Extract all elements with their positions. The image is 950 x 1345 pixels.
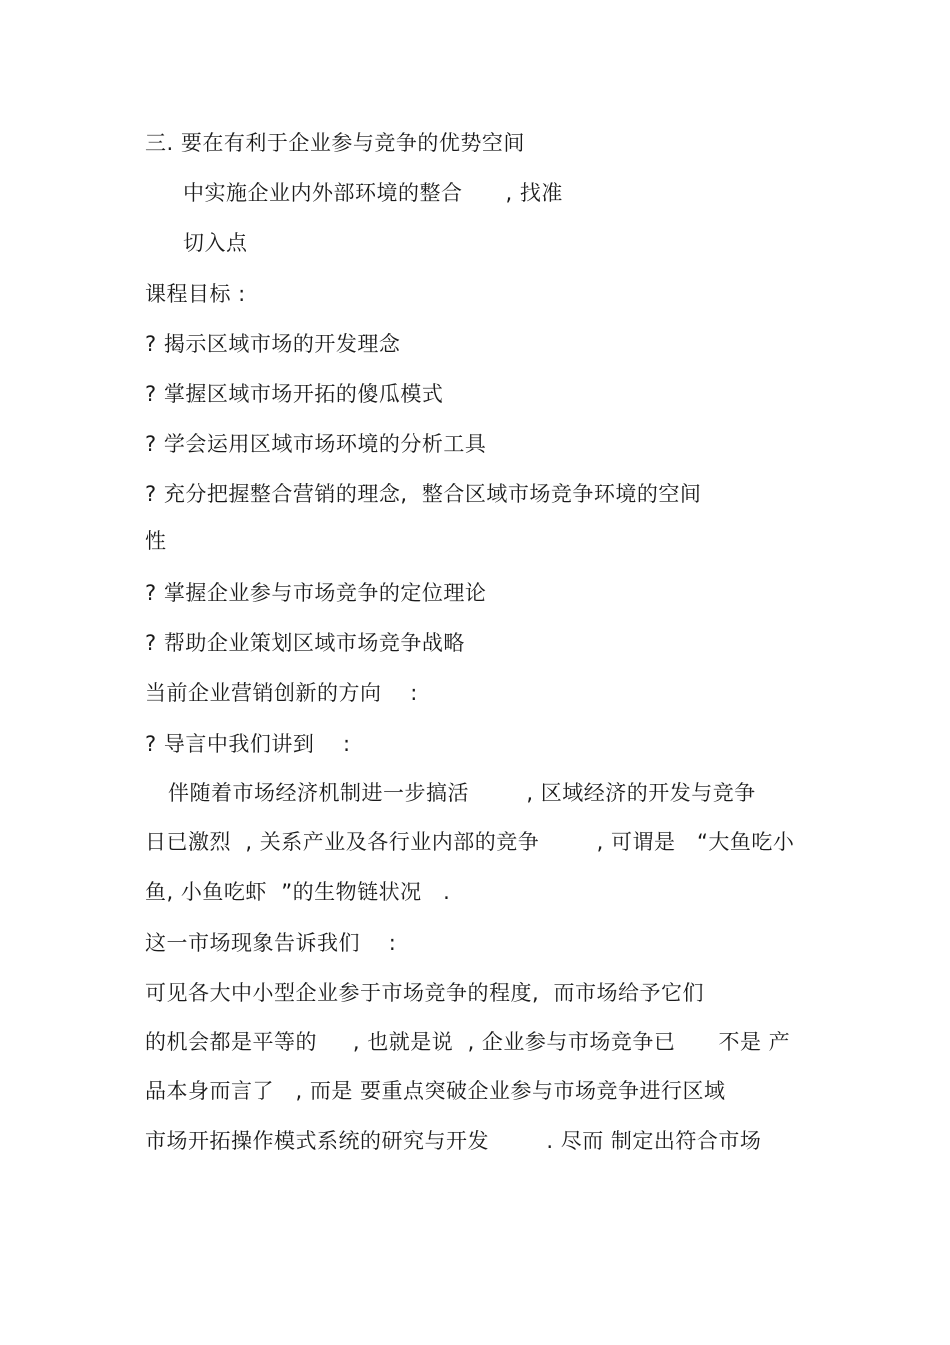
paragraph-line: 市场开拓操作模式系统的研究与开发 . 尽而 制定出符合市场 (145, 1129, 762, 1153)
paragraph-line: 伴随着市场经济机制进一步搞活 , 区域经济的开发与竞争 (168, 781, 756, 805)
paragraph-line: 这一市场现象告诉我们 : (145, 931, 397, 955)
bullet-item-continuation: 性 (145, 529, 167, 553)
bullet-item: ? 学会运用区域市场环境的分析工具 (145, 432, 487, 456)
paragraph-line: 品本身而言了 , 而是 要重点突破企业参与市场竞争进行区域 (145, 1079, 726, 1103)
bullet-item: ? 揭示区域市场的开发理念 (145, 332, 401, 356)
bullet-item: ? 充分把握整合营销的理念, 整合区域市场竞争环境的空间 (145, 482, 702, 506)
paragraph-line: 日已激烈 , 关系产业及各行业内部的竞争 , 可谓是 “大鱼吃小 (145, 830, 795, 854)
heading-line-1: 三. 要在有利于企业参与竞争的优势空间 (145, 131, 525, 155)
heading-line-3: 切入点 (183, 231, 248, 255)
bullet-item: ? 掌握企业参与市场竞争的定位理论 (145, 581, 487, 605)
paragraph-line: 的机会都是平等的 , 也就是说 , 企业参与市场竞争已 不是 产 (145, 1030, 791, 1054)
bullet-item: ? 掌握区域市场开拓的傻瓜模式 (145, 382, 444, 406)
bullet-item: ? 帮助企业策划区域市场竞争战略 (145, 631, 465, 655)
paragraph-line: 可见各大中小型企业参于市场竞争的程度, 而市场给予它们 (145, 981, 705, 1005)
paragraph-line: 鱼, 小鱼吃虾 ”的生物链状况 . (145, 880, 451, 904)
heading-line-2: 中实施企业内外部环境的整合 , 找准 (183, 181, 563, 205)
section-title-course-goals: 课程目标 : (145, 282, 246, 306)
section-title-innovation: 当前企业营销创新的方向 : (145, 681, 418, 705)
bullet-item: ? 导言中我们讲到 : (145, 732, 351, 756)
